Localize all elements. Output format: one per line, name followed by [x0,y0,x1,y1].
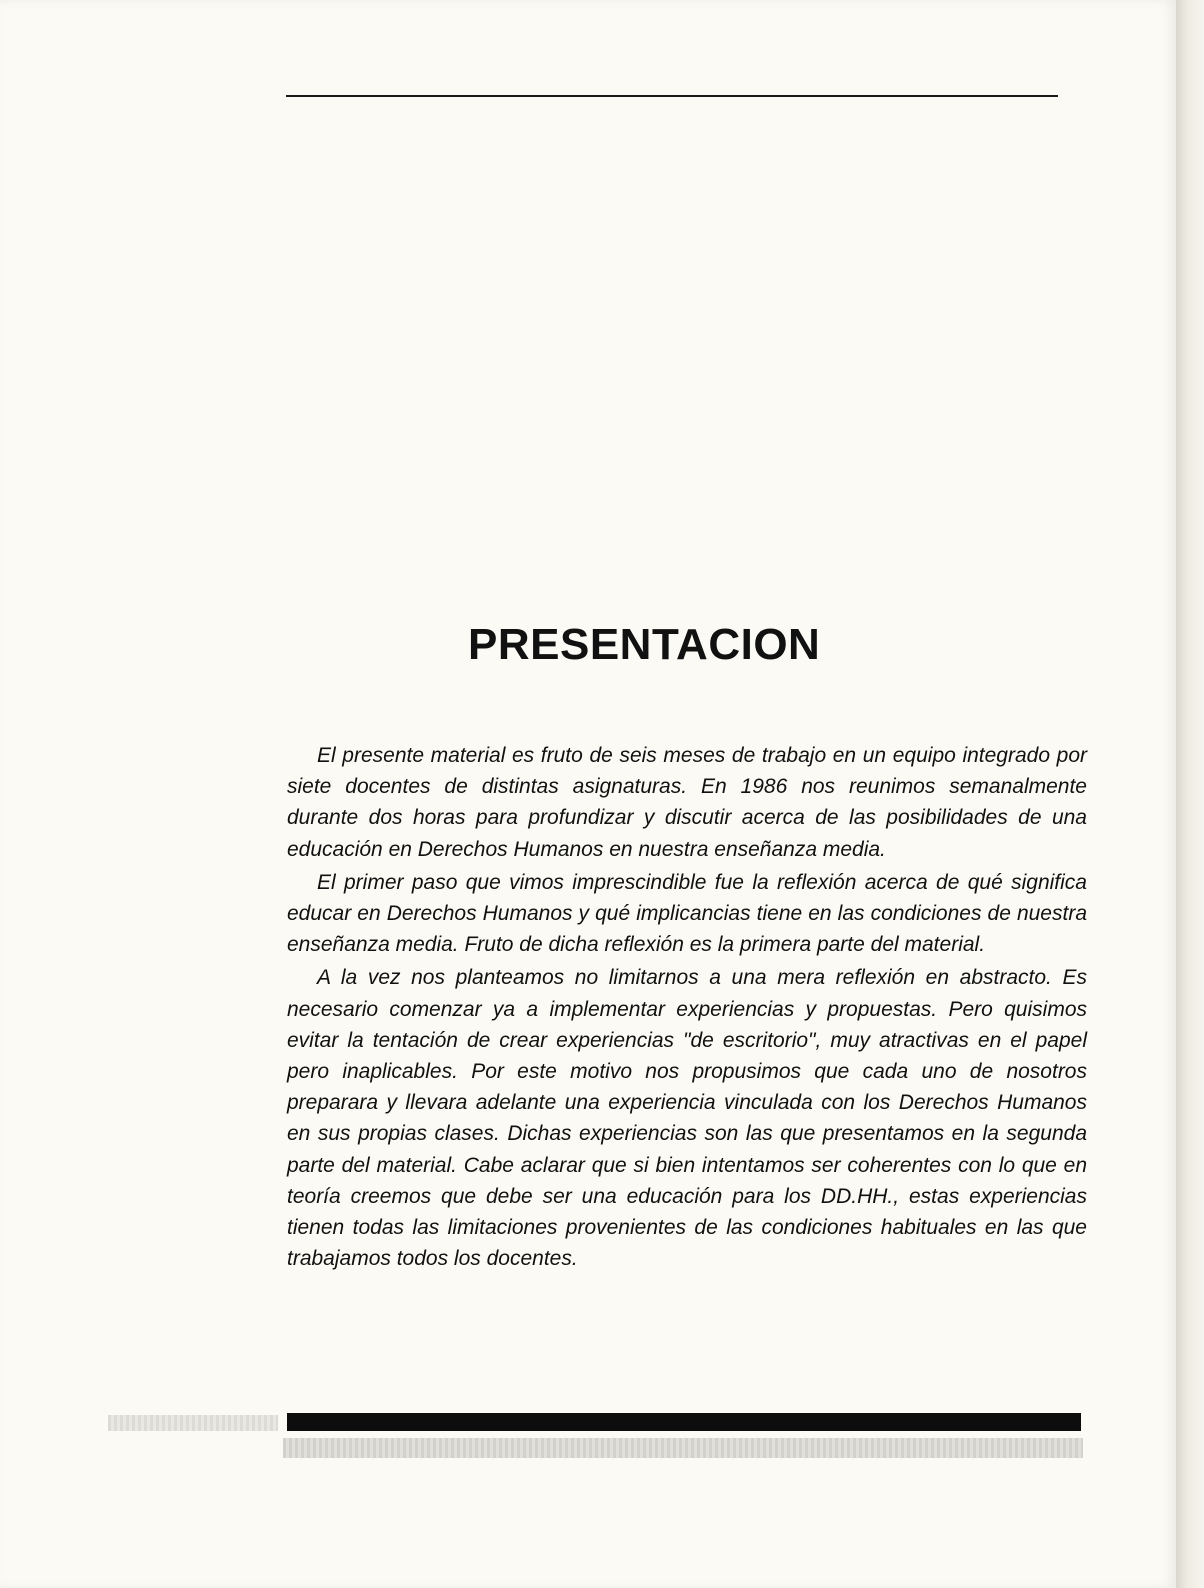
body-text [287,740,1087,1276]
paragraph-1: El presente material es fruto de seis meses de trabajo en un equipo integrado por siete docentes de distintas asignaturas. En 1986 nos reunimos semanalmente durante dos horas para profundizar y discutir acerca de las posibilidades de una educación en Derechos Humanos en nuestra enseñanza media. [287,744,1087,861]
print-shadow-bottom [283,1438,1083,1458]
top-rule [286,95,1058,97]
paragraph-3: A la vez nos planteamos no limitarnos a una mera reflexión en abstracto. Es necesario comenzar ya a implementar experiencias y propuestas. Pero quisimos evitar la tentación de crear experiencias "de escritorio", muy atractivas en el papel pero inaplicables. Por este motivo nos propusimos que cada uno de nosotros preparara y llevara adelante una experiencia vinculada con los Derechos Humanos en sus propias clases. Dichas experiencias son las que presentamos en la segunda parte del material. Cabe aclarar que si bien intentamos ser coherentes con lo que en teoría creemos que debe ser una educación para los DD.HH., estas experiencias tienen todas las limitaciones provenientes de las condiciones habituales en las que trabajamos todos los docentes. [287,966,1087,1271]
page-title: PRESENTACION [468,620,821,669]
print-shadow-left [108,1415,278,1431]
page-edge [1176,0,1204,1588]
bottom-rule [287,1413,1081,1431]
paragraph-2: El primer paso que vimos imprescindible fue la reflexión acerca de qué significa educar en Derechos Humanos y qué implicancias tiene en las condiciones de nuestra enseñanza media. Fruto de dicha reflexión es la primera parte del material. [287,870,1087,957]
